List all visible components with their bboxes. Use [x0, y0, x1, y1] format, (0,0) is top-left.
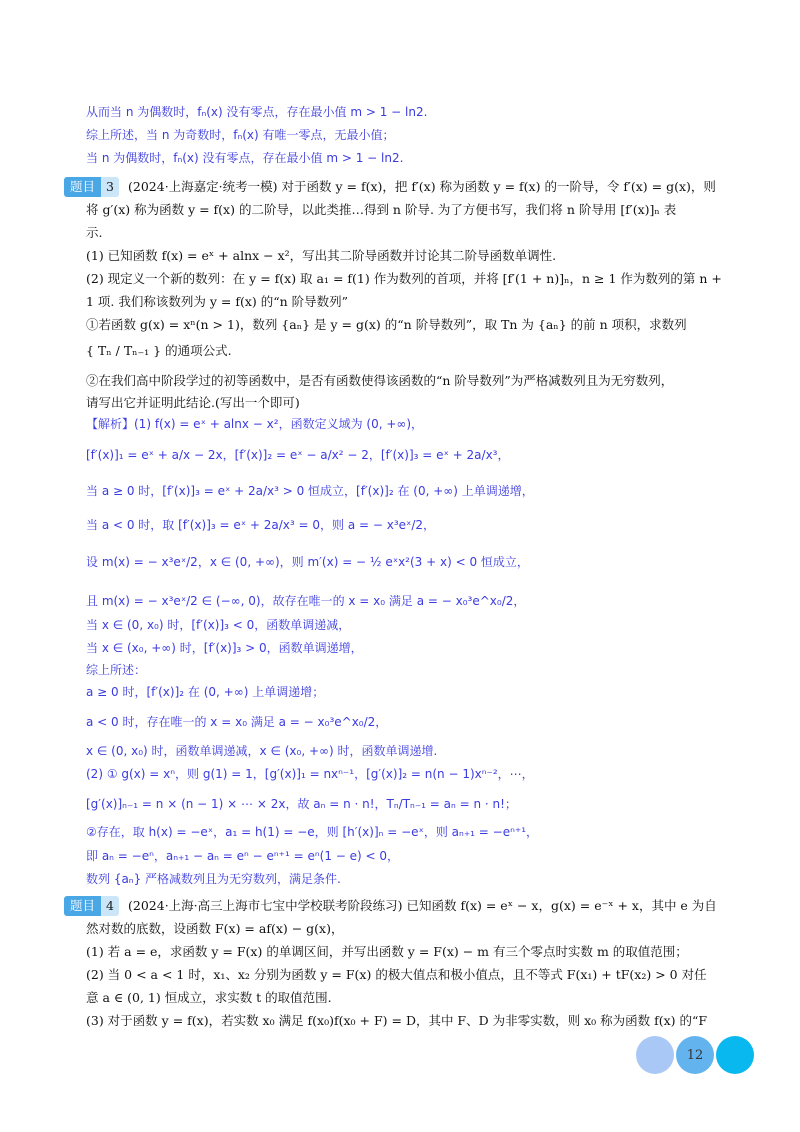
question-line: (2024·上海嘉定·统考一模) 对于函数 y = f(x)，把 f′(x) 称为函数 y = f(x) 的一阶导，令 f′(x) = g(x)，则: [128, 179, 716, 194]
decor-circle: [636, 1036, 674, 1074]
question-line: (3) 对于函数 y = f(x)，若实数 x₀ 满足 f(x₀)f(x₀ + F) = D，其中 F、D 为非零实数，则 x₀ 称为函数 f(x) 的“F: [86, 1013, 708, 1028]
question-line: (2024·上海·高三上海市七宝中学校联考阶段练习) 已知函数 f(x) = eˣ − x，g(x) = e⁻ˣ + x，其中 e 为自: [128, 898, 717, 913]
question-badge-label: 题目: [64, 896, 101, 916]
page-number-badge: [636, 1036, 756, 1076]
question-badge: [64, 177, 119, 197]
question-line: 意 a ∈ (0, 1) 恒成立，求实数 t 的取值范围.: [86, 990, 332, 1005]
solution-line: ②存在，取 h(x) = −eˣ，a₁ = h(1) = −e，则 [h′(x)]ₙ = −eˣ，则 aₙ₊₁ = −eⁿ⁺¹，: [86, 825, 539, 839]
question-line: (2) 当 0 < a < 1 时，x₁、x₂ 分别为函数 y = F(x) 的极大值点和极小值点，且不等式 F(x₁) + tF(x₂) > 0 对任: [86, 967, 707, 982]
solution-line: a ≥ 0 时，[f′(x)]₂ 在 (0, +∞) 上单调递增；: [86, 685, 325, 699]
solution-line: 数列 {aₙ} 严格减数列且为无穷数列，满足条件.: [86, 872, 341, 886]
question-line: { Tₙ / Tₙ₋₁ } 的通项公式.: [86, 343, 232, 358]
solution-line: [g′(x)]ₙ₋₁ = n × (n − 1) × ⋯ × 2x，故 aₙ = n · n!，Tₙ/Tₙ₋₁ = aₙ = n · n!；: [86, 797, 517, 811]
decor-circle: [716, 1036, 754, 1074]
solution-line: x ∈ (0, x₀) 时，函数单调递减，x ∈ (x₀, +∞) 时，函数单调递增.: [86, 744, 438, 758]
page-number: 12: [676, 1036, 714, 1074]
solution-line: 当 a < 0 时，取 [f′(x)]₃ = eˣ + 2a/x³ = 0，则 a = − x³eˣ/2，: [86, 518, 436, 532]
solution-line: 当 x ∈ (x₀, +∞) 时，[f′(x)]₃ > 0，函数单调递增，: [86, 641, 363, 655]
question-line: (1) 已知函数 f(x) = eˣ + alnx − x²，写出其二阶导函数并讨论其二阶导函数单调性.: [86, 248, 557, 263]
question-line: 示.: [86, 225, 103, 240]
question-badge-label: 题目: [64, 177, 101, 197]
question-line: (1) 若 a = e，求函数 y = F(x) 的单调区间，并写出函数 y = F(x) − m 有三个零点时实数 m 的取值范围；: [86, 944, 688, 959]
solution-line: 当 a ≥ 0 时，[f′(x)]₃ = eˣ + 2a/x³ > 0 恒成立，[f′(x)]₂ 在 (0, +∞) 上单调递增，: [86, 484, 534, 498]
solution-line: 设 m(x) = − x³eˣ/2，x ∈ (0, +∞)，则 m′(x) = − ½ eˣx²(3 + x) < 0 恒成立，: [86, 555, 529, 569]
solution-line: [f′(x)]₁ = eˣ + a/x − 2x，[f′(x)]₂ = eˣ − a/x² − 2，[f′(x)]₃ = eˣ + 2a/x³，: [86, 448, 510, 462]
question-line: 将 g′(x) 称为函数 y = f(x) 的二阶导，以此类推…得到 n 阶导. 为了方便书写，我们将 n 阶导用 [f′(x)]ₙ 表: [86, 202, 677, 217]
question-badge: [64, 896, 119, 916]
question-line: ①若函数 g(x) = xⁿ(n > 1)，数列 {aₙ} 是 y = g(x) 的“n 阶导数列”，取 Tn 为 {aₙ} 的前 n 项积，求数列: [86, 317, 687, 332]
solution-line: 当 n 为偶数时，fₙ(x) 没有零点，存在最小值 m > 1 − ln2.: [86, 151, 404, 165]
question-line: ②在我们高中阶段学过的初等函数中，是否有函数使得该函数的“n 阶导数列”为严格减数列且为无穷数列，: [86, 373, 674, 388]
question-line: 请写出它并证明此结论.(写出一个即可): [86, 395, 300, 410]
solution-line: 从而当 n 为偶数时，fₙ(x) 没有零点，存在最小值 m > 1 − ln2.: [86, 105, 428, 119]
question-badge-number: 4: [101, 896, 119, 916]
solution-line: 综上所述：: [86, 663, 147, 677]
solution-line: 【解析】(1) f(x) = eˣ + alnx − x²，函数定义域为 (0, +∞)，: [86, 417, 424, 431]
solution-line: 当 x ∈ (0, x₀) 时，[f′(x)]₃ < 0，函数单调递减，: [86, 618, 351, 632]
question-line: 1 项. 我们称该数列为 y = f(x) 的“n 阶导数列”: [86, 294, 349, 309]
question-line: (2) 现定义一个新的数列：在 y = f(x) 取 a₁ = f(1) 作为数列的首项，并将 [f′(1 + n)]ₙ，n ≥ 1 作为数列的第 n +: [86, 271, 722, 286]
solution-line: (2) ① g(x) = xⁿ，则 g(1) = 1，[g′(x)]₁ = nxⁿ⁻¹，[g′(x)]₂ = n(n − 1)xⁿ⁻²，⋯，: [86, 767, 534, 781]
question-line: 然对数的底数，设函数 F(x) = af(x) − g(x)，: [86, 921, 344, 936]
solution-line: 即 aₙ = −eⁿ，aₙ₊₁ − aₙ = eⁿ − eⁿ⁺¹ = eⁿ(1 − e) < 0，: [86, 849, 400, 863]
solution-line: a < 0 时，存在唯一的 x = x₀ 满足 a = − x₀³e^x₀/2，: [86, 715, 388, 729]
solution-line: 综上所述，当 n 为奇数时，fₙ(x) 有唯一零点，无最小值；: [86, 128, 395, 142]
question-badge-number: 3: [101, 177, 119, 197]
solution-line: 且 m(x) = − x³eˣ/2 ∈ (−∞, 0)，故存在唯一的 x = x₀ 满足 a = − x₀³e^x₀/2，: [86, 594, 526, 608]
